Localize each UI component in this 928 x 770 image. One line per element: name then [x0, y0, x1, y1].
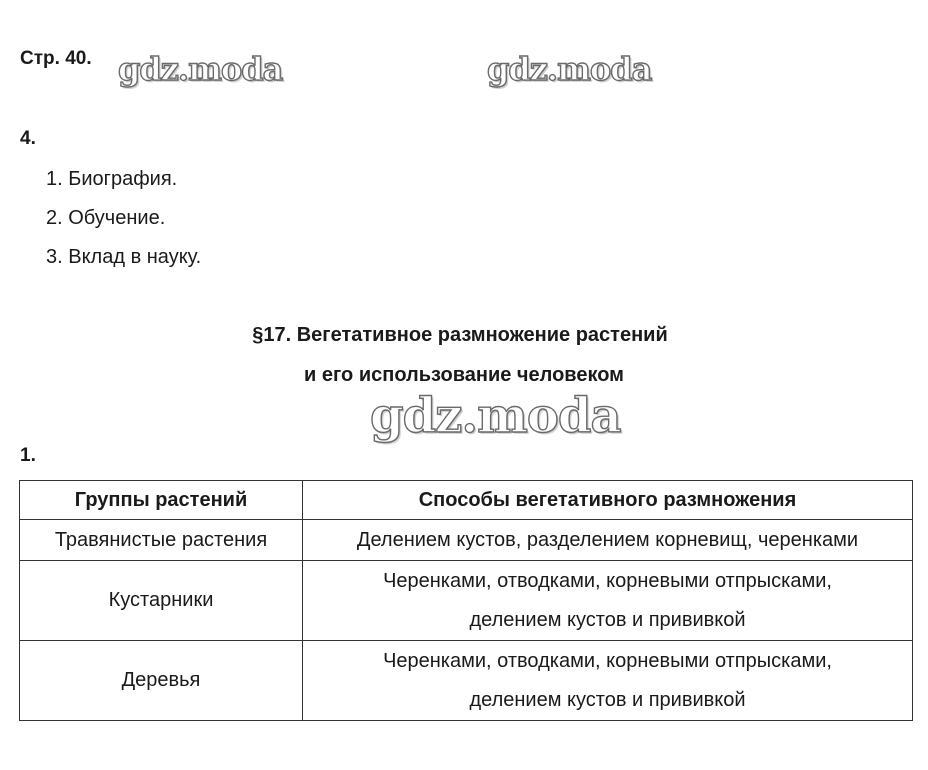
cell-group: Деревья: [20, 641, 303, 721]
list-item: 3. Вклад в науку.: [46, 246, 202, 268]
section-title-line-1: §17. Вегетативное размножение растений: [252, 324, 668, 346]
cell-methods: [303, 561, 913, 641]
watermark-logo: gdz.moda: [370, 388, 621, 444]
list-item: 2. Обучение.: [46, 207, 166, 229]
task-4-list: [46, 166, 201, 283]
cell-group: Кустарники: [20, 561, 303, 641]
watermark-logo: gdz.moda: [487, 50, 652, 88]
list-item: 1. Биография.: [46, 168, 178, 190]
table-header-row: [20, 481, 913, 520]
methods-text: делением кустов и прививкой: [469, 688, 746, 711]
cell-methods: [303, 520, 913, 561]
task-4-number: 4.: [20, 128, 36, 149]
methods-text: Черенками, отводками, корневыми отпрысками,: [383, 649, 832, 672]
page-reference: Стр. 40.: [20, 48, 92, 69]
task-1-number: 1.: [20, 445, 36, 466]
header-propagation-methods: Способы вегетативного размножения: [303, 481, 913, 520]
cell-methods: [303, 641, 913, 721]
methods-text: Черенками, отводками, корневыми отпрысками,: [383, 569, 832, 592]
table-row: [20, 641, 913, 721]
cell-group: Травянистые растения: [20, 520, 303, 561]
table-row: [20, 561, 913, 641]
section-title-line-2: и его использование человеком: [304, 364, 624, 386]
watermark-logo: gdz.moda: [118, 50, 283, 88]
methods-text: Делением кустов, разделением корневищ, черенками: [356, 528, 859, 551]
propagation-table: [19, 480, 913, 721]
header-plant-groups: Группы растений: [20, 481, 303, 520]
table-row: [20, 520, 913, 561]
methods-text: делением кустов и прививкой: [469, 608, 746, 631]
